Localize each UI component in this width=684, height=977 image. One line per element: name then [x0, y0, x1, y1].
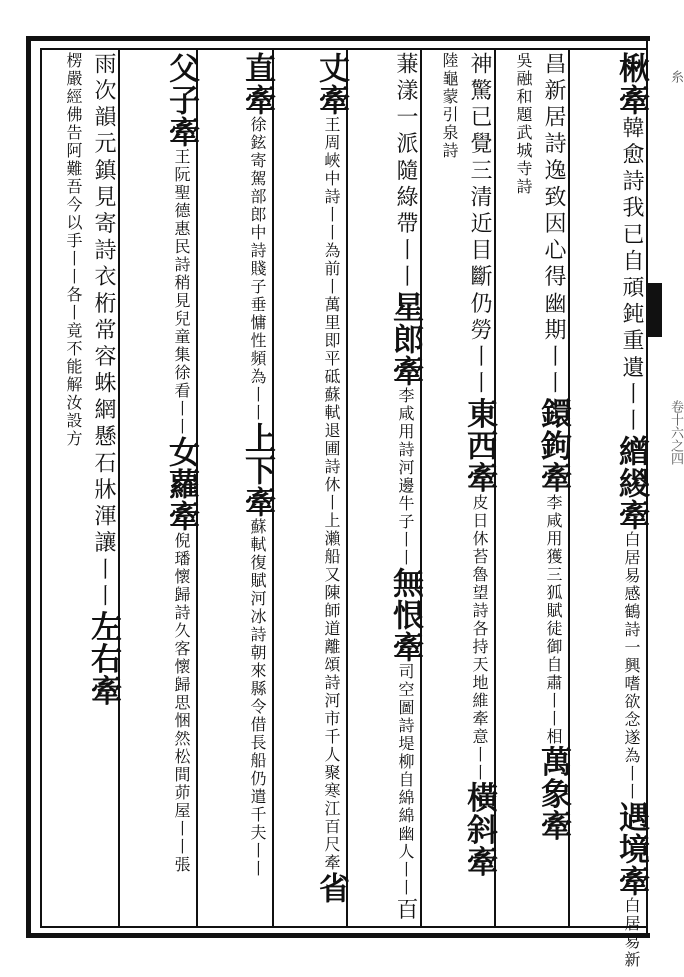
entry-heading: 左右牽	[85, 610, 121, 707]
entry-heading: 星郎牽	[387, 291, 423, 388]
entry-note: 李咸用獲三狐賦徒御自肅丨丨相	[544, 493, 563, 746]
entry-heading: 萬象牽	[535, 745, 571, 842]
entry-note: 李咸用詩河邊牛子丨丨	[396, 387, 415, 568]
entry-heading: 繒緵牽	[613, 435, 649, 532]
entry-note: 楞嚴經佛告阿難吾今以手丨丨各丨竟不能解汝設方	[64, 52, 83, 448]
entry-note: 吳融和題武城寺詩	[514, 52, 533, 196]
entry-heading: 直牽	[239, 52, 275, 116]
entry-note: 白居易新	[622, 897, 641, 970]
entry-heading: 無恨牽	[387, 567, 423, 664]
fold-fish-tail	[648, 283, 662, 337]
entry-heading: 女蘿牽	[163, 436, 199, 532]
entry-note: 陸龜蒙引泉詩	[440, 52, 459, 160]
text-column-6	[202, 52, 275, 878]
entry-note: 王周峽中詩	[322, 116, 341, 206]
text-column-3	[426, 52, 497, 977]
fold-mark-top: 糸	[668, 70, 683, 83]
entry-heading: 鐶鉤牽	[535, 397, 571, 494]
entry-heading: 楸牽	[613, 52, 649, 116]
entry-heading: 遇境牽	[613, 801, 649, 898]
fold-mark-volume: 卷十六之四	[668, 400, 683, 465]
text-column-8	[46, 52, 121, 977]
text-column-1	[574, 52, 649, 970]
entry-heading: 橫斜牽	[461, 781, 497, 878]
entry-heading: 父子牽	[163, 52, 199, 148]
column-rule	[420, 48, 422, 928]
entry-note: 白居易感鶴詩一興嗜欲念遂為丨丨	[622, 531, 641, 802]
entry-note: 蘇軾復賦河冰詩朝來縣令借長船仍遣千夫丨丨	[248, 518, 267, 878]
entry-note: 王阮聖德惠民詩稍見兒童集徐看丨丨	[172, 148, 191, 436]
entry-text: 雨次韻元鎮見寄詩衣桁常容蛛網懸石牀渾讓丨丨	[91, 52, 116, 611]
entry-heading: 丈牽	[313, 52, 349, 116]
entry-text: 神驚已覺三清近目斷仍勞丨丨	[467, 52, 492, 398]
entry-note: 丨丨為前丨萬里即平砥蘇軾退圃詩休丨上瀨船又陳師道離頌詩河市千人聚寒江百尺牽	[322, 206, 341, 872]
entry-note: 倪璠懷歸詩久客懷歸思悃然松間茆屋丨丨張	[172, 532, 191, 874]
entry-text: 蒹漾一派隨綠帶丨丨	[393, 52, 418, 292]
text-column-7	[124, 52, 199, 874]
entry-heading: 上下牽	[239, 422, 275, 518]
entry-note: 皮日休苔魯望詩各持天地維牽意丨丨	[470, 493, 489, 782]
column-rule	[346, 48, 348, 928]
entry-text: 百	[393, 897, 418, 925]
entry-text: 韓愈詩我已自頑鈍重遺丨丨	[619, 116, 644, 436]
entry-note: 司空圖詩堤柳自綿綿幽人丨丨	[396, 663, 415, 898]
column-rule	[118, 48, 120, 928]
entry-text: 省	[313, 872, 349, 904]
text-column-4	[352, 52, 423, 925]
text-column-5	[278, 52, 349, 904]
entry-heading: 東西牽	[461, 397, 497, 494]
entry-text: 昌新居詩逸致因心得幽期丨丨	[541, 52, 566, 398]
entry-note: 徐鉉寄駕部郎中詩賤子垂慵性頻為丨丨	[248, 116, 267, 422]
text-column-2	[500, 52, 571, 977]
